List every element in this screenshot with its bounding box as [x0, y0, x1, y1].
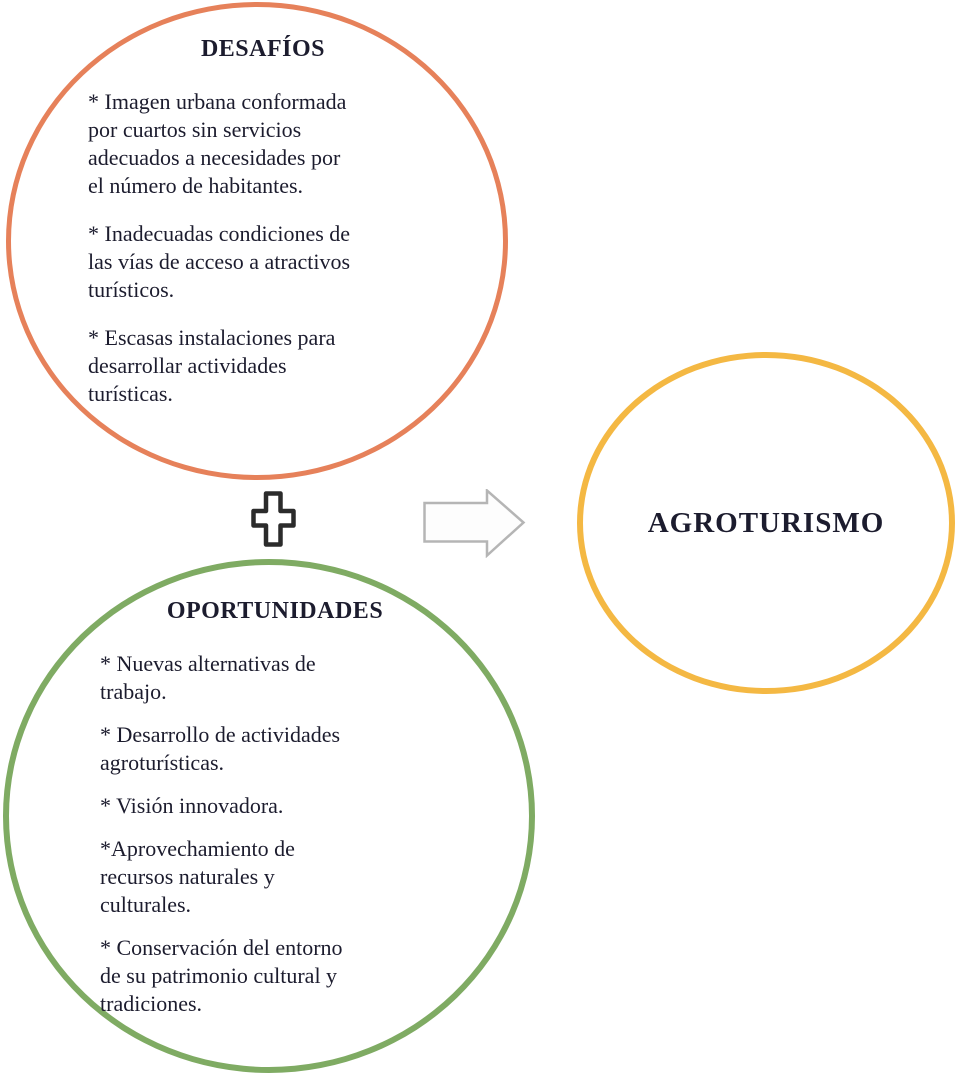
- bullet-line: el número de habitantes.: [88, 173, 304, 198]
- bullet-line: * Escasas instalaciones para: [88, 325, 336, 350]
- bullet-line: * Conservación del entorno: [100, 935, 343, 960]
- bullet-line: culturales.: [100, 892, 192, 917]
- bullet-line: * Inadecuadas condiciones de: [88, 221, 351, 246]
- bullet-line: agroturísticas.: [100, 750, 225, 775]
- bullet-line: por cuartos sin servicios: [88, 117, 302, 142]
- desafios-content: [88, 34, 438, 428]
- bullet-line: * Nuevas alternativas de: [100, 651, 316, 676]
- bullet-line: de su patrimonio cultural y: [100, 963, 338, 988]
- agroturismo-title: AGROTURISMO: [647, 506, 885, 539]
- bullet-line: trabajo.: [100, 679, 167, 704]
- oportunidades-bullet-2: [100, 721, 450, 777]
- oportunidades-bullet-4: [100, 835, 450, 919]
- bullet-line: * Desarrollo de actividades: [100, 722, 341, 747]
- oportunidades-bullet-5: [100, 934, 450, 1018]
- bullet-line: * Visión innovadora.: [100, 793, 284, 818]
- desafios-title: DESAFÍOS: [200, 36, 326, 62]
- oportunidades-bullet-1: [100, 650, 450, 706]
- oportunidades-bullet-3: [100, 792, 450, 820]
- plus-icon: [251, 491, 296, 547]
- bullet-line: turísticas.: [88, 381, 173, 406]
- bullet-line: *Aprovechamiento de: [100, 836, 295, 861]
- agroturismo-circle: [577, 352, 955, 694]
- bullet-line: turísticos.: [88, 277, 175, 302]
- arrow-right-icon: [423, 489, 526, 558]
- bullet-line: adecuados a necesidades por: [88, 145, 341, 170]
- oportunidades-content: [100, 596, 450, 1033]
- bullet-line: recursos naturales y: [100, 864, 275, 889]
- oportunidades-title: OPORTUNIDADES: [166, 598, 384, 624]
- desafios-bullet-1: [88, 88, 438, 200]
- bullet-line: las vías de acceso a atractivos: [88, 249, 351, 274]
- desafios-bullet-3: [88, 324, 438, 408]
- bullet-line: * Imagen urbana conformada: [88, 89, 347, 114]
- bullet-line: tradiciones.: [100, 991, 203, 1016]
- bullet-line: desarrollar actividades: [88, 353, 287, 378]
- desafios-bullet-2: [88, 220, 438, 304]
